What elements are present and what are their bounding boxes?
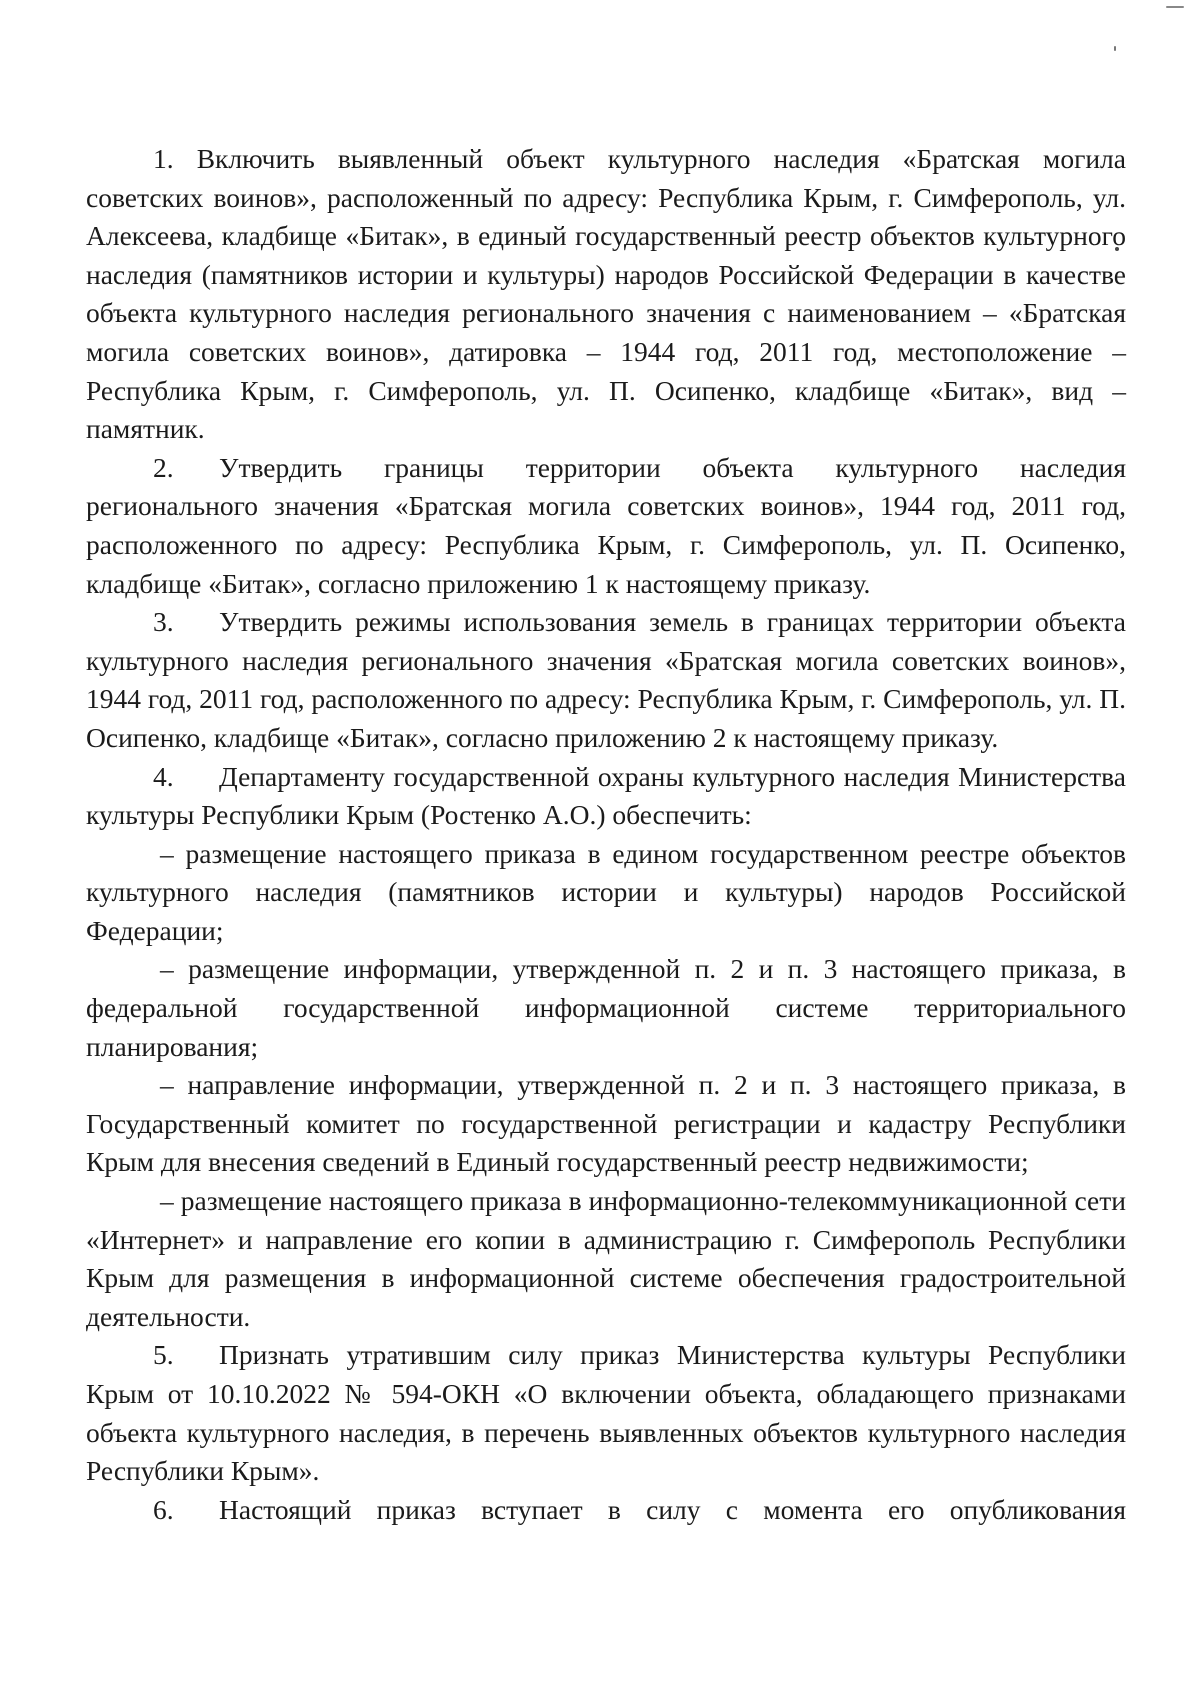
paragraph-text: Утвердить границы территории объекта культурного наследия регионального значения «Братская могила советских воинов», 1944 год, 2011 год, расположенного по адресу: Республика Крым, г. Симферополь, ул. П. Осипенко, кладбище «Битак», согласно приложению 1 к настоящему приказу. <box>86 451 1126 599</box>
item-number: 6. <box>153 1493 174 1525</box>
paragraph-3 <box>86 603 1126 757</box>
paragraph-1: 1. Включить выявленный объект культурного наследия «Братская могила советских воинов», расположенный по адресу: Республика Крым, г. Симферополь, ул. Алексеева, кладбище «Битак», в единый государственный реестр объектов культурного наследия (памятников истории и культуры) народов Российской Федерации в качестве объекта культурного наследия регионального значения с наименованием – «Братская могила советских воинов», датировка – 1944 год, 2011 год, местоположение – Республика Крым, г. Симферополь, ул. П. Осипенко, кладбище «Битак», вид – памятник. <box>86 143 1126 445</box>
scan-speck <box>1114 46 1116 51</box>
paragraph-2 <box>86 449 1126 603</box>
item-number: 2. <box>153 451 174 483</box>
paragraph-4 <box>86 758 1126 835</box>
paragraph-text: Департаменту государственной охраны культурного наследия Министерства культуры Республики Крым (Ростенко А.О.) обеспечить: <box>86 760 1126 831</box>
list-item: – размещение информации, утвержденной п. 2 и п. 3 настоящего приказа, в федеральной государственной информационной системе территориального планирования; <box>86 953 1126 1062</box>
paragraph-text: Настоящий приказ вступает в силу с момента его опубликования <box>219 1493 1126 1525</box>
list-item: – размещение настоящего приказа в информационно-телекоммуникационной сети «Интернет» и направление его копии в администрацию г. Симферополь Республики Крым для размещения в информационной системе обеспечения градостроительной деятельности. <box>86 1185 1126 1332</box>
item-number: 4. <box>153 760 174 792</box>
paragraph-5 <box>86 1336 1126 1490</box>
scan-speck <box>1166 6 1184 8</box>
list-item: – размещение настоящего приказа в едином государственном реестре объектов культурного наследия (памятников истории и культуры) народов Российской Федерации; <box>86 837 1126 946</box>
paragraph-text: Утвердить режимы использования земель в границах территории объекта культурного наследия регионального значения «Братская могила советских воинов», 1944 год, 2011 год, расположенного по адресу: Республика Крым, г. Симферополь, ул. П. Осипенко, кладбище «Битак», согласно приложению 2 к настоящему приказу. <box>86 606 1126 753</box>
paragraph-text: Признать утратившим силу приказ Министерства культуры Республики Крым от 10.10.2022 № 594-ОКН «О включении объекта, обладающего признаками объекта культурного наследия, в перечень выявленных объектов культурного наследия Республики Крым». <box>86 1339 1126 1487</box>
paragraph-6 <box>86 1491 1126 1530</box>
document-body <box>86 140 1126 1529</box>
item-number: 3. <box>153 606 174 638</box>
item-number: 5. <box>153 1339 174 1371</box>
list-item: – направление информации, утвержденной п. 2 и п. 3 настоящего приказа, в Государственный комитет по государственной регистрации и кадастру Республики Крым для внесения сведений в Единый государственный реестр недвижимости; <box>86 1069 1126 1178</box>
